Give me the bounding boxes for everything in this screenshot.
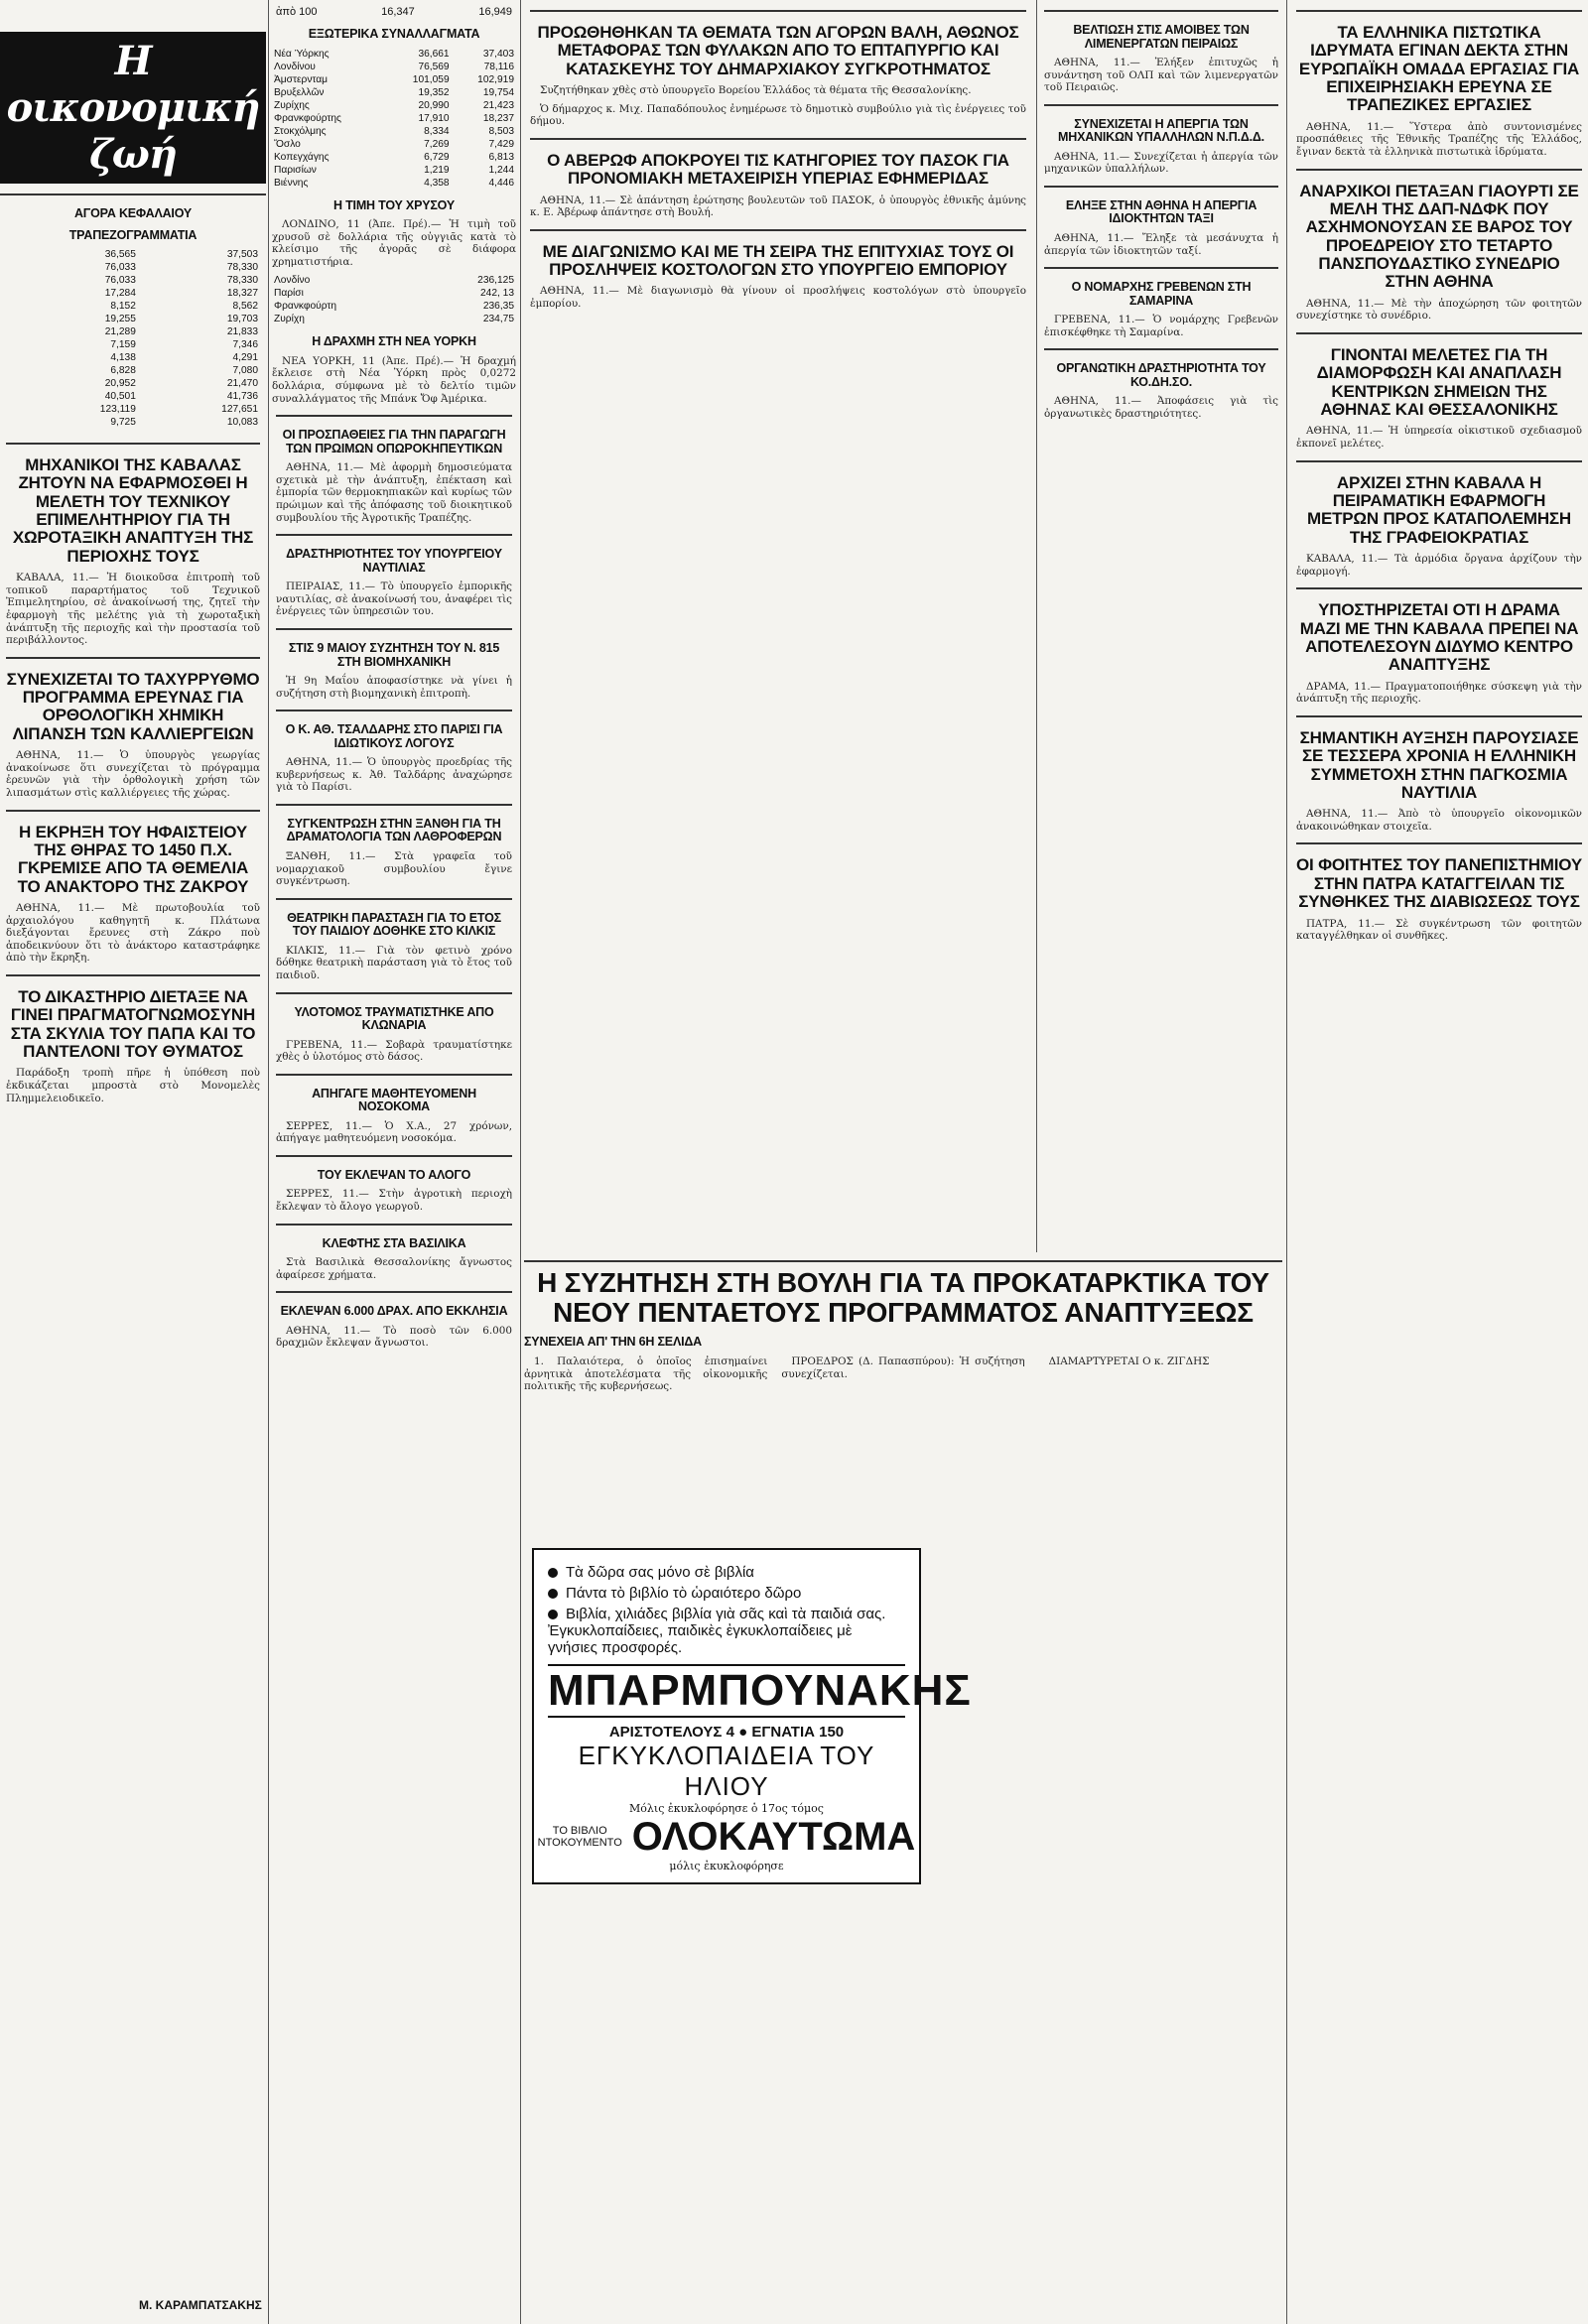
article — [1044, 104, 1278, 176]
article-paragraph: ΣΕΡΡΕΣ, 11.— Στὴν ἀγροτικὴ περιοχὴ ἔκλεψαν τὸ ἄλογο γεωργοῦ. — [276, 1188, 512, 1213]
article-body — [1296, 808, 1582, 833]
table-cell: 10,083 — [226, 417, 258, 428]
table-cell: 7,080 — [232, 365, 258, 376]
top-figure: 16,347 — [381, 6, 415, 18]
article-headline: ΣΥΝΕΧΙΖΕΤΑΙ Η ΑΠΕΡΓΙΑ ΤΩΝ ΜΗΧΑΝΙΚΩΝ ΥΠΑΛΛΗΛΩΝ Ν.Π.Δ.Δ. — [1058, 116, 1264, 145]
table-cell: Ζυρίχης — [274, 99, 310, 111]
article — [1296, 10, 1582, 159]
article-body — [6, 1067, 260, 1104]
article-headline: Ο ΑΒΕΡΩΦ ΑΠΟΚΡΟΥΕΙ ΤΙΣ ΚΑΤΗΓΟΡΙΕΣ ΤΟΥ ΠΑΣΟΚ ΓΙΑ ΠΡΟΝΟΜΙΑΚΗ ΜΕΤΑΧΕΙΡΙΣΗ ΥΠΕΡΙΑΣ ΕΦΗΜΕΡΙΔΑΣ — [547, 150, 1009, 189]
table-cell: Παρίσι — [274, 288, 304, 300]
table-cell: 19,754 — [482, 86, 514, 98]
article-body — [1296, 681, 1582, 706]
column-1 — [0, 0, 266, 2324]
article — [1044, 186, 1278, 257]
table-cell: 20,952 — [104, 378, 136, 389]
table-cell: Ζυρίχη — [274, 314, 305, 325]
article-paragraph: ΑΘΗΝΑ, 11.— Ἐλήξεν ἐπιτυχῶς ἡ συνάντηση τοῦ ΟΛΠ καὶ τῶν λιμενεργατῶν τοῦ Πειραιῶς. — [1044, 57, 1278, 94]
table-cell: 8,152 — [110, 301, 136, 312]
table-cell: 9,725 — [110, 417, 136, 428]
article-paragraph: ΚΑΒΑΛΑ, 11.— Ἡ διοικοῦσα ἐπιτροπὴ τοῦ τοπικοῦ παραρτήματος τοῦ Τεχνικοῦ Ἐπιμελητηρίου, σὲ ἀνακοίνωσή της, ζητεῖ τὴν ἐφαρμογὴ τῆς μελέτης γιὰ τὴ χωροταξικὴ ἀνάπτυξη τῆς περιοχῆς καὶ τὴν προστασία τοῦ περιβάλλοντος. — [6, 572, 260, 647]
article-body — [276, 945, 512, 982]
table-cell: Ὄσλο — [274, 138, 301, 150]
table-cell: 18,237 — [482, 112, 514, 124]
article-headline: Ο ΝΟΜΑΡΧΗΣ ΓΡΕΒΕΝΩΝ ΣΤΗ ΣΑΜΑΡΙΝΑ — [1071, 280, 1252, 308]
table-cell — [6, 351, 18, 364]
table-cell: 6,813 — [488, 151, 514, 163]
table-row — [272, 61, 516, 73]
article-headline: ΤΟΥ ΕΚΛΕΨΑΝ ΤΟ ΑΛΟΓΟ — [317, 1167, 471, 1182]
article-paragraph: ΑΘΗΝΑ, 11.— Μὲ ἀφορμὴ δημοσιεύματα σχετικὰ μὲ τὴν ἀνάπτυξη, ἐπέκταση καὶ ἐμπορία τῶν θερμοκηπιακῶν καὶ κυρίως τῶν πρώιμων καὶ τῆς ἀπόφασης τοῦ διοικητικοῦ συμβουλίου τῆς Ἀγροτικῆς Τραπέζης. — [276, 461, 512, 524]
article-paragraph: ΑΘΗΝΑ, 11.— Τὸ ποσὸ τῶν 6.000 δραχμῶν ἔκλεψαν ἄγνωστοι. — [276, 1324, 512, 1350]
article-headline: ΕΛΗΞΕ ΣΤΗΝ ΑΘΗΝΑ Η ΑΠΕΡΓΙΑ ΙΔΙΟΚΤΗΤΩΝ ΤΑΞΙ — [1065, 197, 1257, 226]
table-cell: 41,736 — [226, 391, 258, 402]
article-body — [1296, 425, 1582, 450]
article-paragraph: Στὰ Βασιλικὰ Θεσσαλονίκης ἄγνωστος ἀφαίρεσε χρήματα. — [276, 1256, 512, 1281]
article — [6, 657, 260, 800]
feature-article — [524, 1252, 1282, 2324]
table-cell: 76,569 — [418, 61, 450, 72]
masthead-title: Η οικονομική ζωή — [0, 32, 266, 184]
top-figure: 16,949 — [478, 6, 512, 18]
table-row — [6, 377, 260, 390]
table-row — [272, 151, 516, 164]
article-headline: ΓΙΝΟΝΤΑΙ ΜΕΛΕΤΕΣ ΓΙΑ ΤΗ ΔΙΑΜΟΡΦΩΣΗ ΚΑΙ ΑΝΑΠΛΑΣΗ ΚΕΝΤΡΙΚΩΝ ΣΗΜΕΙΩΝ ΤΗΣ ΑΘΗΝΑΣ ΚΑΙ ΘΕΣΣΑΛΟΝΙΚΗΣ — [1316, 344, 1562, 419]
article-body — [530, 84, 1026, 128]
table-row — [6, 261, 260, 274]
bullet-icon — [548, 1589, 558, 1599]
article — [530, 138, 1026, 219]
table-cell: Παρισίων — [274, 164, 317, 176]
table-row — [272, 313, 516, 325]
ad-bullet-text: Πάντα τὸ βιβλίο τὸ ὡραιότερο δῶρο — [566, 1584, 802, 1602]
article — [276, 1224, 512, 1282]
article-headline: ΕΚΛΕΨΑΝ 6.000 ΔΡΑΧ. ΑΠΟ ΕΚΚΛΗΣΙΑ — [280, 1304, 508, 1319]
article-headline: ΒΕΛΤΙΩΣΗ ΣΤΙΣ ΑΜΟΙΒΕΣ ΤΩΝ ΛΙΜΕΝΕΡΓΑΤΩΝ ΠΕΙΡΑΙΩΣ — [1073, 23, 1250, 51]
article-body — [276, 850, 512, 888]
article-paragraph: ΑΘΗΝΑ, 11.— Ἡ ὑπηρεσία οἰκιστικοῦ σχεδιασμοῦ ἐκπονεῖ μελέτες. — [1296, 425, 1582, 450]
article-paragraph: ΣΕΡΡΕΣ, 11.— Ὁ Χ.Α., 27 χρόνων, ἀπήγαγε μαθητευόμενη νοσοκόμα. — [276, 1119, 512, 1145]
ad-final-small: ΤΟ ΒΙΒΛΙΟ ΝΤΟΚΟΥΜΕΝΤΟ — [537, 1825, 622, 1850]
article-body — [1044, 314, 1278, 338]
article — [276, 992, 512, 1064]
table-cell — [6, 300, 18, 313]
table-cell: Στοκχόλμης — [274, 125, 327, 137]
table-cell: 1,219 — [424, 164, 450, 176]
article-paragraph: ΞΑΝΘΗ, 11.— Στὰ γραφεῖα τοῦ νομαρχιακοῦ συμβουλίου ἔγινε συγκέντρωση. — [276, 849, 512, 888]
table-row — [6, 313, 260, 325]
table-cell: 6,729 — [424, 151, 450, 163]
article-body — [276, 756, 512, 794]
gold-table — [272, 274, 516, 325]
table-cell: 101,059 — [412, 73, 450, 85]
ad-bullet-item — [548, 1585, 905, 1602]
article-paragraph: ΑΘΗΝΑ, 11.— Μὲ τὴν ἀποχώρηση τῶν φοιτητῶν συνεχίστηκε τὸ συνέδριο. — [1296, 297, 1582, 323]
article-paragraph: ΓΡΕΒΕΝΑ, 11.— Σοβαρὰ τραυματίστηκε χθὲς ὁ ὑλοτόμος στὸ δάσος. — [276, 1038, 512, 1064]
table-cell — [6, 274, 18, 287]
column-4-articles — [1040, 10, 1282, 421]
article — [6, 443, 260, 647]
table-cell: Ἀμστερνταμ — [274, 73, 329, 85]
drachma-title: Η ΔΡΑΧΜΗ ΣΤΗ ΝΕΑ ΥΟΡΚΗ — [312, 334, 476, 349]
table-cell — [6, 325, 18, 338]
article-headline: ΤΑ ΕΛΛΗΝΙΚΑ ΠΙΣΤΩΤΙΚΑ ΙΔΡΥΜΑΤΑ ΕΓΙΝΑΝ ΔΕΚΤΑ ΣΤΗΝ ΕΥΡΩΠΑΪΚΗ ΟΜΑΔΑ ΕΡΓΑΣΙΑΣ ΓΙΑ ΕΠΙΧΕΙΡΗΣΙΑΚΗ ΕΡΕΥΝΑ ΣΕ ΤΡΑΠΕΖΙΚΕΣ ΕΡΓΑΣΙΕΣ — [1298, 23, 1580, 115]
article-paragraph: ΑΘΗΝΑ, 11.— Ὁ ὑπουργὸς γεωργίας ἀνακοίνωσε ὅτι συνεχίζεται τὸ πρόγραμμα ἐρευνῶν γιὰ τὴν ὀρθολογικὴ χρήση τῶν λιπασμάτων στὶς καλλιέργειες τῆς χώρας. — [6, 749, 260, 799]
article-paragraph: ΓΡΕΒΕΝΑ, 11.— Ὁ νομάρχης Γρεβενῶν ἐπισκέφθηκε τὴ Σαμαρίνα. — [1044, 314, 1278, 338]
article-body — [276, 1039, 512, 1064]
table-cell: 20,990 — [418, 99, 450, 111]
article — [1296, 169, 1582, 323]
article-headline: ΜΗΧΑΝΙΚΟΙ ΤΗΣ ΚΑΒΑΛΑΣ ΖΗΤΟΥΝ ΝΑ ΕΦΑΡΜΟΣΘΕΙ Η ΜΕΛΕΤΗ ΤΟΥ ΤΕΧΝΙΚΟΥ ΕΠΙΜΕΛΗΤΗΡΙΟΥ ΓΙΑ ΤΗ ΧΩΡΟΤΑΞΙΚΗ ΑΝΑΠΤΥΞΗ ΤΗΣ ΠΕΡΙΟΧΗΣ ΤΟΥΣ — [12, 455, 254, 566]
article-paragraph: Ἡ 9η Μαΐου ἀποφασίστηκε νὰ γίνει ἡ συζήτηση στὴ βιομηχανικὴ ἐπιτροπὴ. — [276, 675, 512, 700]
table-cell — [6, 261, 18, 274]
ad-final-note: μόλις ἐκυκλοφόρησε — [669, 1859, 784, 1872]
article-body — [276, 1325, 512, 1350]
ad-encyclopedia: ΕΓΚΥΚΛΟΠΑΙΔΕΙΑ ΤΟΥ ΗΛΙΟΥ — [578, 1740, 875, 1801]
article — [276, 628, 512, 700]
table-cell — [6, 390, 18, 403]
article — [1296, 842, 1582, 942]
gold-paragraph: ΛΟΝΔΙΝΟ, 11 (Ἀπε. Πρέ).— Ἡ τιμὴ τοῦ χρυσοῦ σὲ δολλάρια τῆς οὐγγιᾶς κατὰ τὸ κλείσιμο τῆς ἀγορᾶς σὲ διάφορα χρηματιστήρια. — [272, 218, 516, 268]
divider — [1036, 0, 1037, 1252]
table-cell: 21,423 — [482, 99, 514, 111]
article — [1296, 332, 1582, 451]
column-3 — [524, 0, 1032, 1252]
article-headline: ΣΥΝΕΧΙΖΕΤΑΙ ΤΟ ΤΑΧΥΡΡΥΘΜΟ ΠΡΟΓΡΑΜΜΑ ΕΡΕΥΝΑΣ ΓΙΑ ΟΡΘΟΛΟΓΙΚΗ ΧΗΜΙΚΗ ΛΙΠΑΝΣΗ ΤΩΝ ΚΑΛΛΙΕΡΓΕΙΩΝ — [6, 669, 260, 743]
table-cell: Νέα Ύόρκης — [274, 48, 330, 60]
article-headline: ΜΕ ΔΙΑΓΩΝΙΣΜΟ ΚΑΙ ΜΕ ΤΗ ΣΕΙΡΑ ΤΗΣ ΕΠΙΤΥΧΙΑΣ ΤΟΥΣ ΟΙ ΠΡΟΣΛΗΨΕΙΣ ΚΟΣΤΟΛΟΓΩΝ ΣΤΟ ΥΠΟΥΡΓΕΙΟ ΕΜΠΟΡΙΟΥ — [542, 241, 1014, 280]
table-row — [6, 351, 260, 364]
article-headline: ΠΡΟΩΘΗΘΗΚΑΝ ΤΑ ΘΕΜΑΤΑ ΤΩΝ ΑΓΟΡΩΝ ΒΑΛΗ, ΑΘΩΝΟΣ ΜΕΤΑΦΟΡΑΣ ΤΩΝ ΦΥΛΑΚΩΝ ΑΠΟ ΤΟ ΕΠΤΑΠΥΡΓΙΟ ΚΑΙ ΚΑΤΑΣΚΕΥΗΣ ΤΟΥ ΔΗΜΑΡΧΙΑΚΟΥ ΣΥΓΚΡΟΤΗΜΑΤΟΣ — [537, 23, 1019, 78]
article — [1044, 348, 1278, 420]
table-cell: 4,138 — [110, 352, 136, 363]
capital-title: ΑΓΟΡΑ ΚΕΦΑΛΑΙΟΥ — [73, 206, 193, 220]
article-paragraph: ΑΘΗΝΑ, 11.— Ὕστερα ἀπὸ συντονισμένες προσπάθειες τῆς Ἑθνικῆς Τραπέζης τῆς Ἑλλάδος, ἔγιναν δεκτὰ τὰ ἑλληνικὰ πιστωτικὰ ἱδρύματα. — [1296, 120, 1582, 158]
article-paragraph: ΠΑΤΡΑ, 11.— Σὲ συγκέντρωση τῶν φοιτητῶν καταγγέλθηκαν οἱ συνθῆκες. — [1296, 917, 1582, 943]
article-headline: ΑΝΑΡΧΙΚΟΙ ΠΕΤΑΞΑΝ ΓΙΑΟΥΡΤΙ ΣΕ ΜΕΛΗ ΤΗΣ ΔΑΠ-ΝΔΦΚ ΠΟΥ ΑΣΧΗΜΟΝΟΥΣΑΝ ΣΕ ΒΑΡΟΣ ΤΟΥ ΠΡΟΕΔΡΕΙΟΥ ΣΤΟ ΤΕΤΑΡΤΟ ΠΑΝΣΠΟΥΔΑΣΤΙΚΟ ΣΥΝΕΔΡΙΟ ΣΤΗΝ ΑΘΗΝΑ — [1299, 181, 1579, 292]
feature-paragraph: 1. Παλαιότερα, ὁ ὁποῖος ἐπισημαίνει ἀρνητικὰ ἀποτελέσματα τῆς οἰκονομικῆς πολιτικῆς τῆς κυβερνήσεως. — [524, 1355, 768, 1393]
table-cell: 19,703 — [226, 314, 258, 324]
feature-body — [524, 1356, 1282, 1534]
article — [276, 415, 512, 524]
article-headline: ΑΡΧΙΖΕΙ ΣΤΗΝ ΚΑΒΑΛΑ Η ΠΕΙΡΑΜΑΤΙΚΗ ΕΦΑΡΜΟΓΗ ΜΕΤΡΩΝ ΠΡΟΣ ΚΑΤΑΠΟΛΕΜΗΣΗ ΤΗΣ ΓΡΑΦΕΙΟΚΡΑΤΙΑΣ — [1307, 472, 1571, 547]
table-cell: 8,503 — [488, 125, 514, 137]
table-cell: Βιέννης — [274, 177, 309, 189]
capital-market — [0, 194, 266, 433]
table-cell: 18,327 — [226, 288, 258, 299]
article-headline: ΣΗΜΑΝΤΙΚΗ ΑΥΞΗΣΗ ΠΑΡΟΥΣΙΑΣΕ ΣΕ ΤΕΣΣΕΡΑ ΧΡΟΝΙΑ Η ΕΛΛΗΝΙΚΗ ΣΥΜΜΕΤΟΧΗ ΣΤΗΝ ΠΑΓΚΟΣΜΙΑ ΝΑΥΤΙΛΙΑ — [1299, 727, 1579, 802]
table-row — [272, 125, 516, 138]
column-1-articles — [0, 443, 266, 1104]
article-body — [530, 194, 1026, 219]
table-cell: 7,159 — [110, 339, 136, 350]
table-cell: 36,661 — [418, 48, 450, 60]
table-cell: 76,033 — [104, 262, 136, 273]
article — [276, 898, 512, 982]
table-cell: Κοπεγχάγης — [274, 151, 330, 163]
divider — [1286, 0, 1287, 2324]
article — [530, 10, 1026, 128]
bank-table — [6, 248, 260, 429]
article-body — [1044, 57, 1278, 94]
table-row — [272, 73, 516, 86]
table-cell: 36,565 — [104, 249, 136, 260]
table-cell — [6, 377, 18, 390]
ad-bullets — [548, 1564, 905, 1656]
article-headline: ΟΙ ΦΟΙΤΗΤΕΣ ΤΟΥ ΠΑΝΕΠΙΣΤΗΜΙΟΥ ΣΤΗΝ ΠΑΤΡΑ ΚΑΤΑΓΓΕΙΛΑΝ ΤΙΣ ΣΥΝΘΗΚΕΣ ΤΗΣ ΔΙΑΒΙΩΣΕΩΣ ΤΟΥΣ — [1296, 855, 1582, 912]
article-body — [1296, 121, 1582, 159]
article-body — [6, 749, 260, 799]
table-cell — [6, 364, 18, 377]
article-headline: ΤΟ ΔΙΚΑΣΤΗΡΙΟ ΔΙΕΤΑΞΕ ΝΑ ΓΙΝΕΙ ΠΡΑΓΜΑΤΟΓΝΩΜΟΣΥΝΗ ΣΤΑ ΣΚΥΛΙΑ ΤΟΥ ΠΑΠΑ ΚΑΙ ΤΟ ΠΑΝΤΕΛΟΝΙ ΤΟΥ ΘΥΜΑΤΟΣ — [10, 986, 256, 1062]
bullet-icon — [548, 1610, 558, 1619]
table-cell: 4,291 — [232, 352, 258, 363]
table-cell: 78,330 — [226, 262, 258, 273]
article-paragraph: Ὁ δήμαρχος κ. Μιχ. Παπαδόπουλος ἐνημέρωσε τὸ δημοτικὸ συμβούλιο γιὰ τὶς ἐνέργειες τοῦ δήμου. — [530, 102, 1026, 128]
table-row — [272, 274, 516, 287]
table-cell: 102,919 — [477, 73, 514, 85]
bank-title: ΤΡΑΠΕΖΟΓΡΑΜΜΑΤΙΑ — [68, 227, 198, 242]
article-body — [276, 581, 512, 618]
article-paragraph: ΑΘΗΝΑ, 11.— Ἀπὸ τὸ ὑπουργεῖο οἰκονομικῶν ἀνακοινώθηκαν στοιχεῖα. — [1296, 808, 1582, 833]
article-paragraph: ΑΘΗΝΑ, 11.— Σὲ ἀπάντηση ἐρώτησης βουλευτῶν τοῦ ΠΑΣΟΚ, ὁ ὑπουργὸς ἐθνικῆς ἀμύνης κ. Ε. Ἀβέρωφ ἀπάντησε στὴ Βουλή. — [530, 194, 1026, 219]
table-cell: Φρανκφούρτης — [274, 112, 341, 124]
article-paragraph: ΑΘΗΝΑ, 11.— Συνεχίζεται ἡ ἀπεργία τῶν μηχανικῶν ὑπαλλήλων. — [1044, 150, 1278, 176]
article-body — [6, 572, 260, 647]
divider — [520, 0, 521, 2324]
article-body — [276, 461, 512, 524]
table-cell: Λονδίνου — [274, 61, 316, 72]
article-paragraph: Παράδοξη τροπὴ πῆρε ἡ ὑπόθεση ποὺ ἐκδικάζεται μπροστὰ στὸ Μονομελὲς Πλημμελειοδικεῖο. — [6, 1067, 260, 1104]
article — [1044, 10, 1278, 94]
table-cell: 7,346 — [232, 339, 258, 350]
table-cell: 37,503 — [226, 249, 258, 260]
table-cell: 7,269 — [424, 138, 450, 150]
table-cell: 19,255 — [104, 314, 136, 324]
article — [276, 804, 512, 888]
column-5 — [1290, 0, 1588, 2324]
article-headline: ΟΡΓΑΝΩΤΙΚΗ ΔΡΑΣΤΗΡΙΟΤΗΤΑ ΤΟΥ ΚΟ.ΔΗ.ΣΟ. — [1056, 361, 1266, 389]
column-5-articles — [1290, 10, 1588, 943]
table-row — [6, 248, 260, 261]
byline: Μ. ΚΑΡΑΜΠΑΤΣΑΚΗΣ — [139, 2298, 262, 2312]
ad-address: ΑΡΙΣΤΟΤΕΛΟΥΣ 4 ● ΕΓΝΑΤΙΑ 150 — [608, 1723, 845, 1741]
article — [6, 810, 260, 965]
table-row — [272, 177, 516, 190]
article — [6, 974, 260, 1104]
top-figures — [272, 0, 516, 20]
article-body — [1296, 918, 1582, 943]
table-cell: Φρανκφούρτη — [274, 301, 337, 313]
article — [530, 229, 1026, 311]
article-headline: ΥΠΟΣΤΗΡΙΖΕΤΑΙ ΟΤΙ Η ΔΡΑΜΑ ΜΑΖΙ ΜΕ ΤΗΝ ΚΑΒΑΛΑ ΠΡΕΠΕΙ ΝΑ ΑΠΟΤΕΛΕΣΟΥΝ ΔΙΔΥΜΟ ΚΕΝΤΡΟ ΑΝΑΠΤΥΞΗΣ — [1299, 600, 1579, 675]
table-row — [6, 338, 260, 351]
article-headline: Η ΕΚΡΗΞΗ ΤΟΥ ΗΦΑΙΣΤΕΙΟΥ ΤΗΣ ΘΗΡΑΣ ΤΟ 1450 Π.Χ. ΓΚΡΕΜΙΣΕ ΑΠΟ ΤΑ ΘΕΜΕΛΙΑ ΤΟ ΑΝΑΚΤΟΡΟ ΤΗΣ ΖΑΚΡΟΥ — [17, 822, 249, 896]
article-headline: ΣΤΙΣ 9 ΜΑΙΟΥ ΣΥΖΗΤΗΣΗ ΤΟΥ Ν. 815 ΣΤΗ ΒΙΟΜΗΧΑΝΙΚΗ — [288, 641, 500, 669]
article — [276, 1074, 512, 1145]
article-body — [1296, 553, 1582, 578]
article — [276, 534, 512, 618]
table-cell: 19,352 — [418, 86, 450, 98]
table-cell — [6, 416, 18, 429]
article — [1296, 460, 1582, 579]
table-cell: 17,910 — [418, 112, 450, 124]
article — [1044, 267, 1278, 338]
top-figure: ἀπὸ 100 — [276, 6, 318, 18]
column-2-articles — [272, 415, 516, 1350]
table-row — [6, 403, 260, 416]
table-row — [272, 48, 516, 61]
article-body — [276, 675, 512, 700]
bookstore-ad — [532, 1548, 972, 1884]
table-row — [6, 390, 260, 403]
article-paragraph: ΚΙΛΚΙΣ, 11.— Γιὰ τὸν φετινὸ χρόνο δόθηκε θεατρικὴ παράσταση γιὰ τὸ ἔτος τοῦ παιδιοῦ. — [276, 944, 512, 981]
article — [1296, 587, 1582, 706]
article — [276, 1155, 512, 1214]
table-cell: 76,033 — [104, 275, 136, 286]
ad-note: Μόλις ἐκυκλοφόρησε ὁ 17ος τόμος — [629, 1801, 824, 1815]
column-3-articles — [524, 10, 1032, 311]
table-row — [272, 138, 516, 151]
article-body — [530, 285, 1026, 310]
table-cell: 123,119 — [99, 404, 136, 415]
column-2 — [272, 0, 516, 2324]
article-paragraph: ΠΕΙΡΑΙΑΣ, 11.— Τὸ ὑπουργεῖο ἐμπορικῆς ναυτιλίας, σὲ ἀνακοίνωσή του, ἀναφέρει τὶς ἐνέργειες τῶν ὑπηρεσιῶν του. — [276, 581, 512, 618]
article-headline: ΔΡΑΣΤΗΡΙΟΤΗΤΕΣ ΤΟΥ ΥΠΟΥΡΓΕΙΟΥ ΝΑΥΤΙΛΙΑΣ — [286, 547, 502, 575]
table-cell: 17,284 — [104, 288, 136, 299]
table-cell — [6, 313, 18, 325]
article-paragraph: ΚΑΒΑΛΑ, 11.— Τὰ ἀρμόδια ὄργανα ἀρχίζουν τὴν ἐφαρμογή. — [1296, 552, 1582, 578]
ad-final — [537, 1814, 916, 1860]
article-paragraph: ΑΘΗΝΑ, 11.— Μὲ διαγωνισμὸ θὰ γίνουν οἱ προσλήψεις κοστολόγων στὸ ὑπουργεῖο ἐμπορίου. — [530, 285, 1026, 311]
article-headline: ΟΙ ΠΡΟΣΠΑΘΕΙΕΣ ΓΙΑ ΤΗΝ ΠΑΡΑΓΩΓΗ ΤΩΝ ΠΡΩΙΜΩΝ ΟΠΩΡΟΚΗΠΕΥΤΙΚΩΝ — [282, 428, 506, 455]
table-row — [272, 300, 516, 313]
article-paragraph: Συζητήθηκαν χθὲς στὸ ὑπουργεῖο Βορείου Ἑλλάδος τὰ θέματα τῆς Θεσσαλονίκης. — [540, 84, 972, 97]
table-cell: Βρυξελλῶν — [274, 86, 325, 98]
table-cell: 78,330 — [226, 275, 258, 286]
article-headline: ΥΛΟΤΟΜΟΣ ΤΡΑΥΜΑΤΙΣΤΗΚΕ ΑΠΟ ΚΛΩΝΑΡΙΑ — [294, 1004, 494, 1033]
article-body — [6, 902, 260, 965]
article — [276, 1291, 512, 1350]
table-cell: 4,446 — [488, 177, 514, 189]
column-4 — [1040, 0, 1282, 1252]
drachma-text — [272, 355, 516, 405]
article-paragraph: ΔΡΑΜΑ, 11.— Πραγματοποιήθηκε σύσκεψη γιὰ τὴν ἀνάπτυξη τῆς περιοχῆς. — [1296, 680, 1582, 706]
table-cell: 7,429 — [488, 138, 514, 150]
article-paragraph: ΑΘΗΝΑ, 11.— Ἀποφάσεις γιὰ τὶς ὀργανωτικὲς δραστηριότητες. — [1044, 395, 1278, 420]
ad-final-big: ΟΛΟΚΑΥΤΩΜΑ — [631, 1814, 916, 1859]
article — [1296, 715, 1582, 834]
table-cell — [6, 403, 18, 416]
feature-headline: Η ΣΥΖΗΤΗΣΗ ΣΤΗ ΒΟΥΛΗ ΓΙΑ ΤΑ ΠΡΟΚΑΤΑΡΚΤΙΚΑ ΤΟΥ ΝΕΟΥ ΠΕΝΤΑΕΤΟΥΣ ΠΡΟΓΡΑΜΜΑΤΟΣ ΑΝΑΠΤΥΞΕΩΣ — [524, 1260, 1282, 1328]
table-row — [272, 164, 516, 177]
article-headline: ΑΠΗΓΑΓΕ ΜΑΘΗΤΕΥΟΜΕΝΗ ΝΟΣΟΚΟΜΑ — [312, 1086, 476, 1114]
article-headline: ΘΕΑΤΡΙΚΗ ΠΑΡΑΣΤΑΣΗ ΓΙΑ ΤΟ ΕΤΟΣ ΤΟΥ ΠΑΙΔΙΟΥ ΔΟΘΗΚΕ ΣΤΟ ΚΙΛΚΙΣ — [287, 910, 501, 939]
table-row — [272, 112, 516, 125]
gold-title: Η ΤΙΜΗ ΤΟΥ ΧΡΥΣΟΥ — [333, 197, 455, 212]
table-row — [6, 287, 260, 300]
divider — [268, 0, 269, 2324]
table-cell — [6, 338, 18, 351]
article-body — [1296, 298, 1582, 323]
table-cell: 236,125 — [477, 275, 514, 287]
table-cell: 127,651 — [221, 404, 258, 415]
table-cell: 234,75 — [482, 314, 514, 325]
table-row — [6, 325, 260, 338]
feature-paragraph: ΔΙΑΜΑΡΤΥΡΕΤΑΙ Ο κ. ΖΙΓΔΗΣ — [1048, 1355, 1210, 1367]
ad-bullet-text: Τὰ δῶρα σας μόνο σὲ βιβλία — [566, 1563, 754, 1581]
table-row — [6, 274, 260, 287]
table-cell: 21,470 — [226, 378, 258, 389]
ad-bullet-text: Βιβλία, χιλιάδες βιβλία γιὰ σᾶς καὶ τὰ παιδιά σας. Ἐγκυκλοπαίδειες, παιδικὲς ἐγκυκλοπαίδειες μὲ γνήσιες προσφορές. — [548, 1605, 886, 1656]
article-body — [276, 1188, 512, 1213]
ad-brand: ΜΠΑΡΜΠΟΥΝΑΚΗΣ — [548, 1664, 905, 1718]
table-row — [272, 287, 516, 300]
article-paragraph: ΑΘΗΝΑ, 11.— Ὁ ὑπουργὸς προεδρίας τῆς κυβερνήσεως κ. Ἀθ. Ταλδάρης ἀναχώρησε γιὰ τὸ Παρίσι. — [276, 756, 512, 794]
table-cell: Λονδίνο — [274, 275, 311, 287]
exchange-table — [272, 48, 516, 190]
table-cell: 21,833 — [226, 326, 258, 337]
article-headline: Ο Κ. ΑΘ. ΤΣΑΛΔΑΡΗΣ ΣΤΟ ΠΑΡΙΣΙ ΓΙΑ ΙΔΙΩΤΙΚΟΥΣ ΛΟΓΟΥΣ — [285, 722, 503, 750]
bullet-icon — [548, 1568, 558, 1578]
table-cell: 1,244 — [488, 164, 514, 176]
table-cell: 40,501 — [104, 391, 136, 402]
table-cell — [6, 248, 18, 261]
table-row — [272, 99, 516, 112]
feature-kicker: ΣΥΝΕΧΕΙΑ ΑΠ' ΤΗΝ 6Η ΣΕΛΙΔΑ — [524, 1335, 702, 1350]
table-cell: 236,35 — [482, 301, 514, 313]
table-row — [6, 416, 260, 429]
article-body — [1044, 232, 1278, 257]
article-body — [1044, 395, 1278, 420]
exchange-title: ΕΞΩΤΕΡΙΚΑ ΣΥΝΑΛΛΑΓΜΑΤΑ — [308, 27, 480, 41]
table-cell — [6, 287, 18, 300]
article-body — [276, 1256, 512, 1281]
article-headline: ΣΥΓΚΕΝΤΡΩΣΗ ΣΤΗΝ ΞΑΝΘΗ ΓΙΑ ΤΗ ΔΡΑΜΑΤΟΛΟΓΙΑ ΤΩΝ ΛΑΘΡΟΦΕΡΩΝ — [286, 816, 502, 844]
article-paragraph: ΑΘΗΝΑ, 11.— Ἔληξε τὰ μεσάνυχτα ἡ ἀπεργία τῶν ἰδιοκτητῶν ταξί. — [1044, 231, 1278, 257]
table-cell: 242, 13 — [480, 288, 514, 300]
table-cell: 21,289 — [104, 326, 136, 337]
table-cell: 37,403 — [482, 48, 514, 60]
ad-bullet-item — [548, 1606, 905, 1656]
table-cell: 6,828 — [110, 365, 136, 376]
drachma-paragraph: ΝΕΑ ΥΟΡΚΗ, 11 (Ἀπε. Πρέ).— Ἡ δραχμή ἔκλεισε στὴ Νέα Ὑόρκη πρὸς 0,0272 δολλάρια, σύμφωνα μὲ τὸ δελτίο τιμῶν συναλλάγματος τῆς Μπάνκ Ὄφ Ἀμέρικα. — [272, 354, 516, 405]
article — [276, 710, 512, 794]
article-headline: ΚΛΕΦΤΗΣ ΣΤΑ ΒΑΣΙΛΙΚΑ — [322, 1235, 466, 1250]
gold-text — [272, 218, 516, 268]
table-row — [272, 86, 516, 99]
feature-paragraph: ΠΡΟΕΔΡΟΣ (Δ. Παπασπύρου): Ἡ συζήτηση συνεχίζεται. — [781, 1355, 1025, 1380]
table-cell: 8,334 — [424, 125, 450, 137]
table-cell: 4,358 — [424, 177, 450, 189]
table-cell: 8,562 — [232, 301, 258, 312]
article-body — [276, 1120, 512, 1145]
table-row — [6, 364, 260, 377]
table-cell: 78,116 — [483, 61, 514, 72]
article-paragraph: ΑΘΗΝΑ, 11.— Μὲ πρωτοβουλία τοῦ ἀρχαιολόγου καθηγητῆ κ. Πλάτωνα διεξάγονται ἔρευνες στὴ Ζάκρο ποὺ ἀποδεικνύουν ὅτι τὸ ἀνάκτορο καταστράφηκε ἀπὸ τὴν ἔκρηξη. — [6, 901, 260, 965]
table-row — [6, 300, 260, 313]
article-body — [1044, 151, 1278, 176]
ad-bullet-item — [548, 1564, 905, 1581]
